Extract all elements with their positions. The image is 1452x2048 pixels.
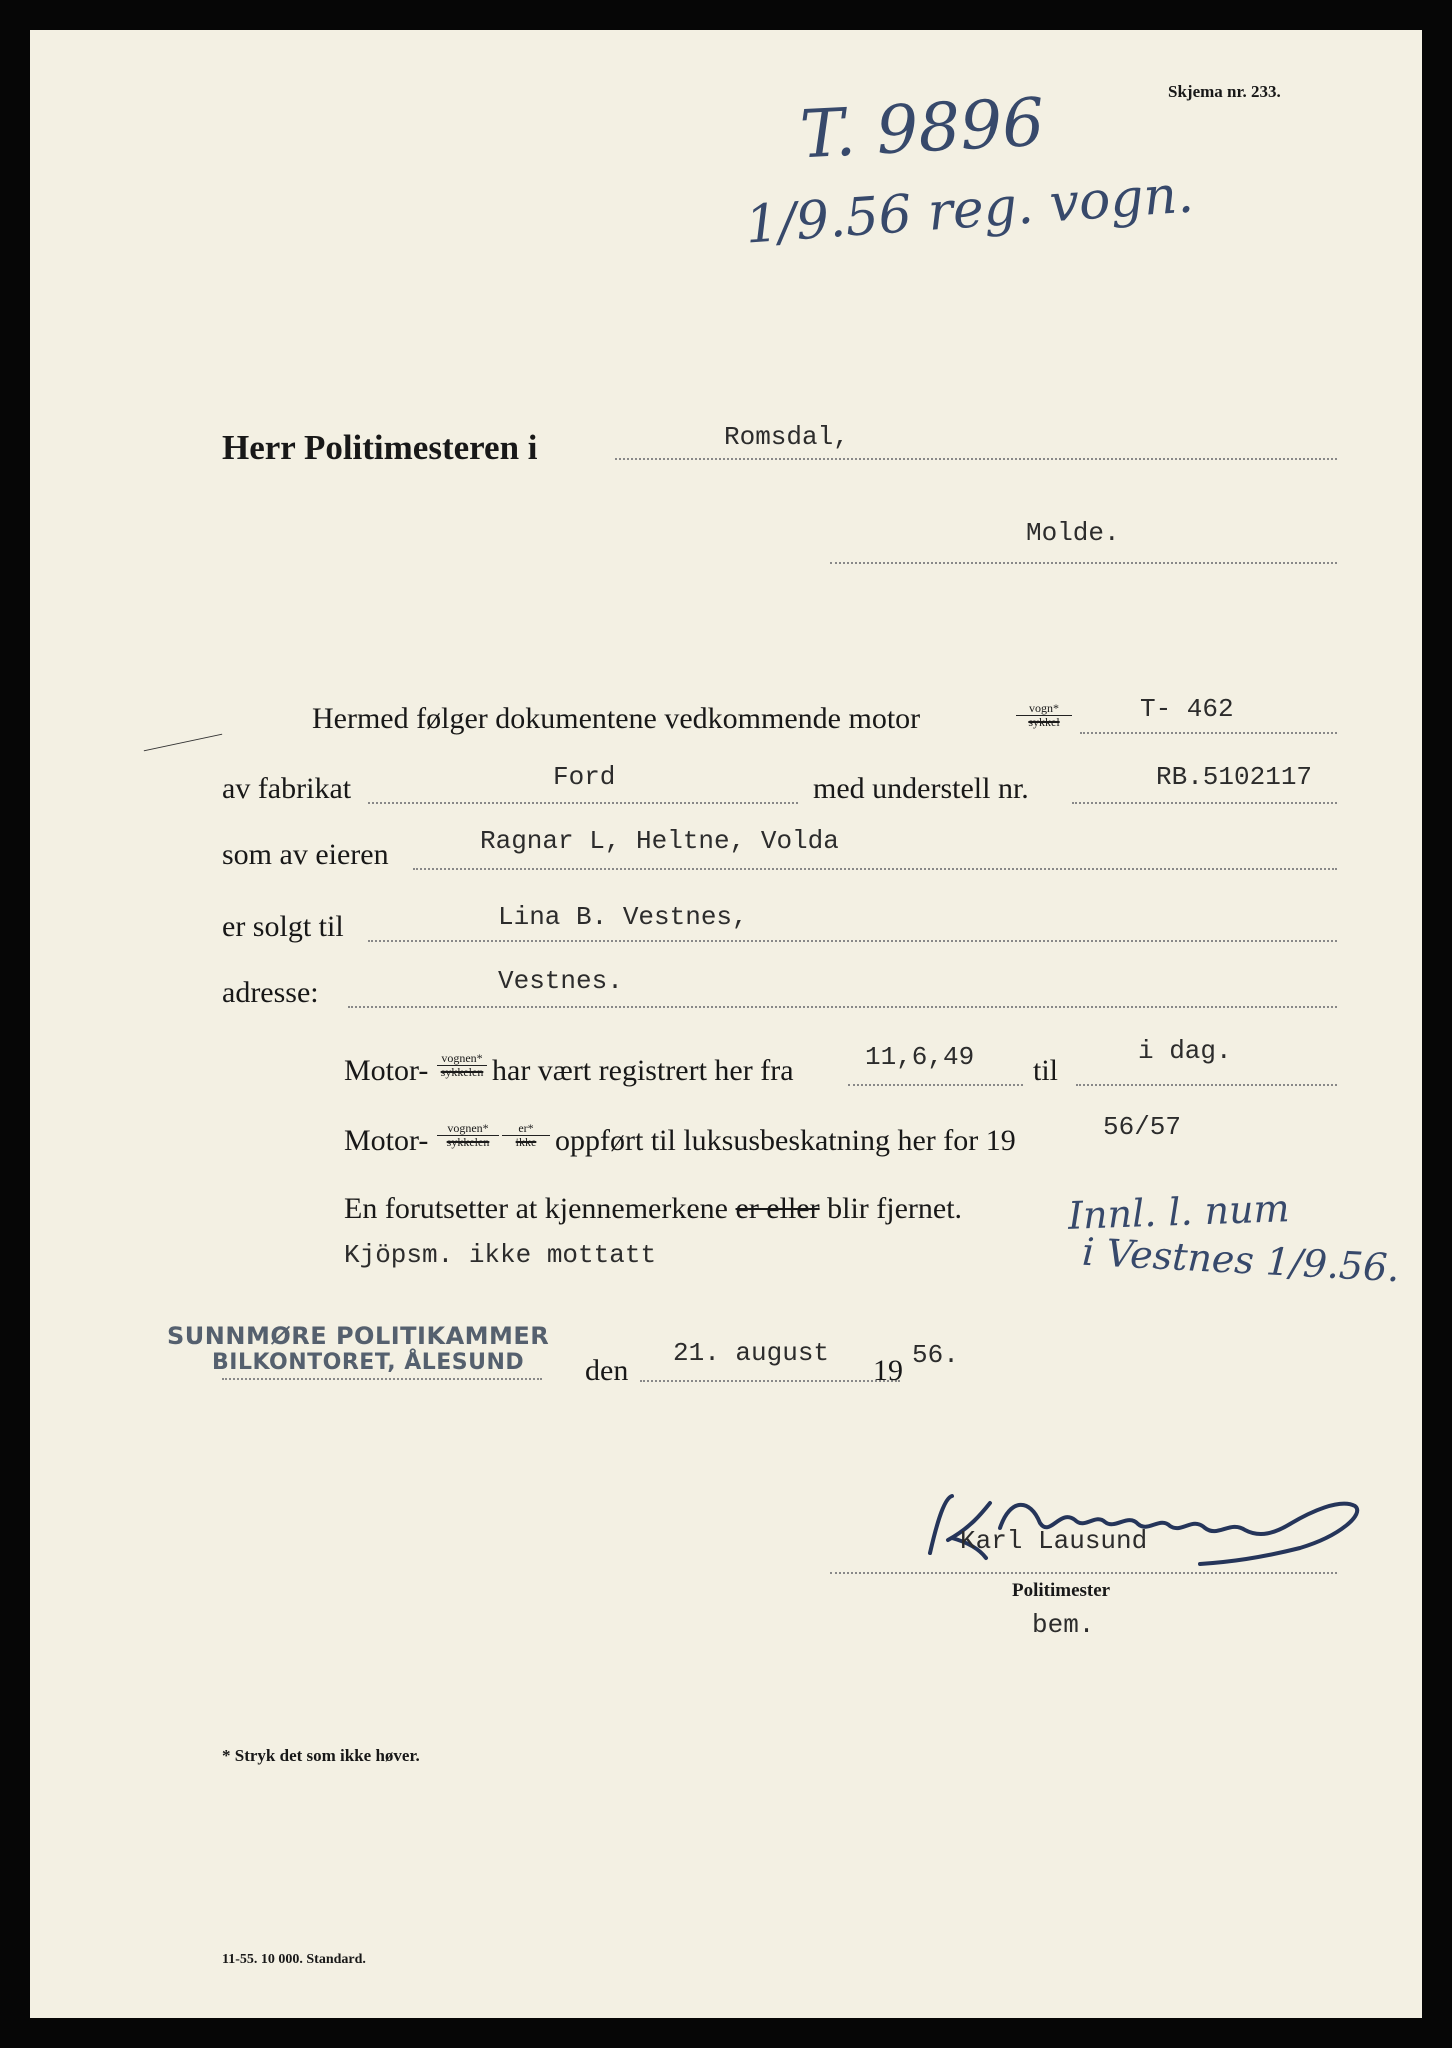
registered-prefix: Motor- — [344, 1054, 429, 1087]
registered-frac-bottom: sykkelen — [440, 1065, 484, 1079]
luxury-status-choice — [502, 1122, 550, 1149]
print-code: 11-55. 10 000. Standard. — [222, 1952, 366, 1967]
handwritten-side-note-1: Innl. l. num — [1067, 1186, 1291, 1238]
registered-label: har vært registrert her fra — [492, 1054, 794, 1087]
registered-from-value: 11,6,49 — [865, 1042, 975, 1072]
signature-line — [830, 1572, 1337, 1574]
plates-label-end: blir fjernet. — [827, 1192, 963, 1225]
margin-tick-mark — [144, 734, 222, 752]
chassis-line — [1072, 802, 1337, 804]
until-label: til — [1033, 1054, 1059, 1087]
plates-label-start: En forutsetter at kjennemerkene — [344, 1192, 728, 1225]
place-line — [222, 1378, 542, 1380]
footnote: * Stryk det som ikke høver. — [222, 1746, 420, 1765]
luxury-vehicle-choice — [437, 1122, 499, 1149]
owner-line — [413, 868, 1337, 870]
signature-image — [900, 1458, 1380, 1588]
date-value: 21. august — [673, 1338, 830, 1368]
address-value: Vestnes. — [498, 966, 623, 996]
make-value: Ford — [553, 762, 616, 792]
intro-label: Hermed følger dokumentene vedkommende motor — [312, 702, 921, 735]
plates-struck-text: er eller — [735, 1192, 820, 1225]
date-year-value: 56. — [912, 1340, 959, 1370]
date-century: 19 — [873, 1354, 903, 1387]
until-value: i dag. — [1138, 1036, 1232, 1066]
town-value: Molde. — [1026, 518, 1120, 548]
form-sheet — [30, 30, 1422, 2018]
luxury-frac2-top: er* — [518, 1121, 534, 1135]
make-label: av fabrikat — [222, 772, 352, 805]
addressee-line — [615, 458, 1337, 460]
owner-value: Ragnar L, Heltne, Volda — [480, 826, 839, 856]
vehicle-type-bottom: sykkel — [1028, 715, 1060, 729]
sold-to-label: er solgt til — [222, 910, 344, 943]
district-value: Romsdal, — [724, 422, 849, 452]
date-label: den — [585, 1354, 629, 1387]
buyer-value: Lina B. Vestnes, — [498, 902, 748, 932]
registered-frac-top: vognen* — [441, 1051, 483, 1065]
vehicle-type-choice — [1016, 702, 1072, 729]
handwritten-dated-note: 1/9.56 reg. vogn. — [743, 164, 1196, 256]
plates-sentence — [344, 1192, 962, 1226]
chassis-value: RB.5102117 — [1156, 762, 1313, 792]
addressee-label: Herr Politimesteren i — [222, 428, 538, 467]
address-line — [348, 1006, 1337, 1008]
typed-note: Kjöpsm. ikke mottatt — [344, 1240, 657, 1270]
stamp-line-1: SUNNMØRE POLITIKAMMER — [167, 1322, 550, 1350]
registered-vehicle-choice — [437, 1052, 487, 1079]
luxury-label: oppført til luksusbeskatning her for 19 — [555, 1124, 1016, 1157]
address-label: adresse: — [222, 976, 319, 1009]
luxury-frac1-bottom: sykkelen — [446, 1135, 490, 1149]
signer-name: Karl Lausund — [960, 1526, 1148, 1556]
luxury-frac1-top: vognen* — [447, 1121, 489, 1135]
luxury-frac2-bottom: ikke — [515, 1135, 537, 1149]
stamp-line-2: BILKONTORET, ÅLESUND — [212, 1350, 525, 1375]
plate-line — [1080, 732, 1337, 734]
buyer-line — [368, 940, 1337, 942]
handwritten-reg-number: T. 9896 — [798, 83, 1047, 174]
handwritten-side-note-2: i Vestnes 1/9.56. — [1081, 1229, 1401, 1291]
until-line — [1076, 1084, 1337, 1086]
plate-value: T- 462 — [1140, 694, 1234, 724]
make-line — [368, 802, 798, 804]
signature-title: Politimester — [1012, 1580, 1111, 1601]
luxury-prefix: Motor- — [344, 1124, 429, 1157]
registered-from-line — [848, 1084, 1023, 1086]
date-line — [640, 1380, 900, 1382]
schema-number: Skjema nr. 233. — [1168, 82, 1281, 101]
bem-note: bem. — [1032, 1610, 1095, 1640]
town-line — [830, 562, 1337, 564]
chassis-label: med understell nr. — [813, 772, 1029, 805]
luxury-year-value: 56/57 — [1103, 1112, 1182, 1142]
vehicle-type-top: vogn* — [1029, 701, 1059, 715]
owner-label: som av eieren — [222, 838, 389, 871]
